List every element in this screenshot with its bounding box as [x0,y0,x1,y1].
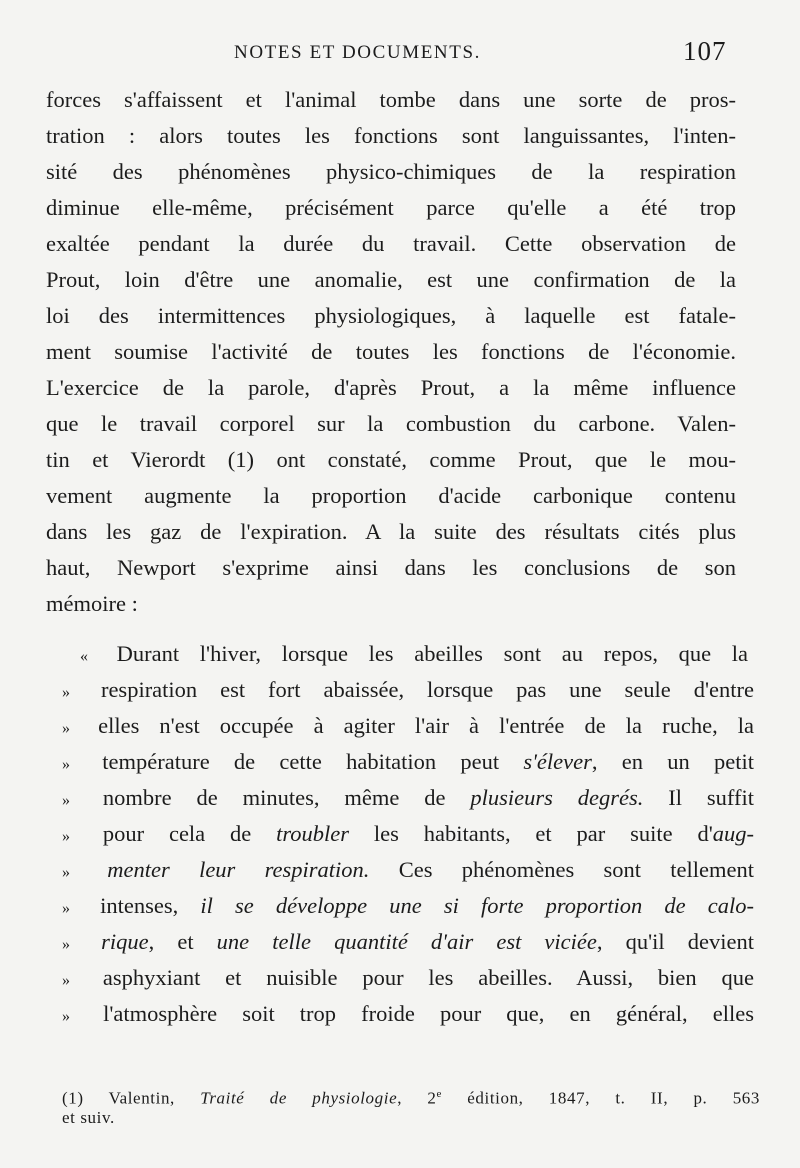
quote-line [62,780,754,816]
footnote-text: édition, 1847, t. II, p. 563 [441,1088,760,1108]
footnote-superscript: e [436,1088,442,1100]
body-line: L'exercice de la parole, d'après Prout, a la même influence [46,375,736,400]
quote-text: , et [148,929,217,954]
body-line: forces s'affaissent et l'animal tombe dans une sorte de pros- [46,87,736,112]
quote-italic: une telle quantité d'air est viciée [216,929,597,954]
quote-text: Il suffit [643,785,754,810]
quote-line [62,708,754,744]
body-line: tin et Vierordt (1) ont constaté, comme Prout, que le mou- [46,447,736,472]
quote-italic: menter leur respiration. [107,857,370,882]
body-line: diminue elle-même, précisément parce qu'elle a été trop [46,195,736,220]
continuation-quote-mark: » [62,972,70,989]
quote-line [62,816,754,852]
running-head: NOTES ET DOCUMENTS. [234,42,481,63]
footnote-marker: (1) Valentin, [62,1088,201,1108]
continuation-quote-mark: » [62,864,70,881]
quote-text: nombre de minutes, même de [102,785,471,810]
quote-italic: troubler [276,821,350,846]
quote-text: Durant l'hiver, lorsque les abeilles sont au repos, que la [116,641,748,666]
quote-text: les habitants, et par suite d' [349,821,713,846]
quote-italic: rique [101,929,149,954]
footnote-text: , 2 [397,1088,437,1108]
quote-italic: s'élever [523,749,592,774]
footnote-line: et suiv. [62,1108,115,1127]
quote-line [62,924,754,960]
continuation-quote-mark: » [62,900,70,917]
quote-line [80,636,748,672]
quote-line [62,996,754,1032]
quote-text: pour cela de [102,821,277,846]
quote-italic: aug- [712,821,754,846]
continuation-quote-mark: » [62,720,70,737]
open-quote-mark: « [80,648,88,665]
continuation-quote-mark: » [62,1008,70,1025]
body-line: loi des intermittences physiologiques, à laquelle est fatale- [46,303,736,328]
body-line: que le travail corporel sur la combustion du carbone. Valen- [46,411,736,436]
body-line: sité des phénomènes physico-chimiques de la respiration [46,159,736,184]
page-header [0,38,800,70]
quote-text: respiration est fort abaissée, lorsque pas une seule d'entre [100,677,754,702]
continuation-quote-mark: » [62,792,70,809]
footnote-line [62,1082,760,1111]
quote-line [62,672,754,708]
quote-text: , qu'il devient [596,929,754,954]
quote-text: elles n'est occupée à agiter l'air à l'entrée de la ruche, la [98,713,755,738]
body-line: vement augmente la proportion d'acide carbonique contenu [46,483,736,508]
page-number: 107 [683,36,727,66]
footnote-title: Traité de physiologie [200,1088,398,1108]
quote-text: l'atmosphère soit trop froide pour que, en général, elles [103,1001,754,1026]
quote-text: asphyxiant et nuisible pour les abeilles. Aussi, bien que [102,965,754,990]
body-line: tration : alors toutes les fonctions sont languissantes, l'inten- [46,123,736,148]
body-line: exaltée pendant la durée du travail. Cette observation de [46,231,736,256]
quote-text: , en un petit [591,749,754,774]
body-line: dans les gaz de l'expiration. A la suite des résultats cités plus [46,519,736,544]
quote-line [62,852,754,888]
quote-line [62,960,754,996]
continuation-quote-mark: » [62,756,70,773]
continuation-quote-mark: » [62,684,70,701]
body-line: mémoire : [46,591,138,616]
quote-line [62,888,754,924]
quote-italic: plusieurs degrés. [470,785,644,810]
body-line: Prout, loin d'être une anomalie, est une confirmation de la [46,267,736,292]
quote-text: Ces phénomènes sont tellement [369,857,754,882]
body-line: haut, Newport s'exprime ainsi dans les conclusions de son [46,555,736,580]
body-line: ment soumise l'activité de toutes les fonctions de l'économie. [46,339,736,364]
quote-text: intenses, [100,893,201,918]
quote-line [62,744,754,780]
quote-text: température de cette habitation peut [102,749,524,774]
quote-italic: il se développe une si forte proportion de calo- [200,893,754,918]
continuation-quote-mark: » [62,828,70,845]
continuation-quote-mark: » [62,936,70,953]
